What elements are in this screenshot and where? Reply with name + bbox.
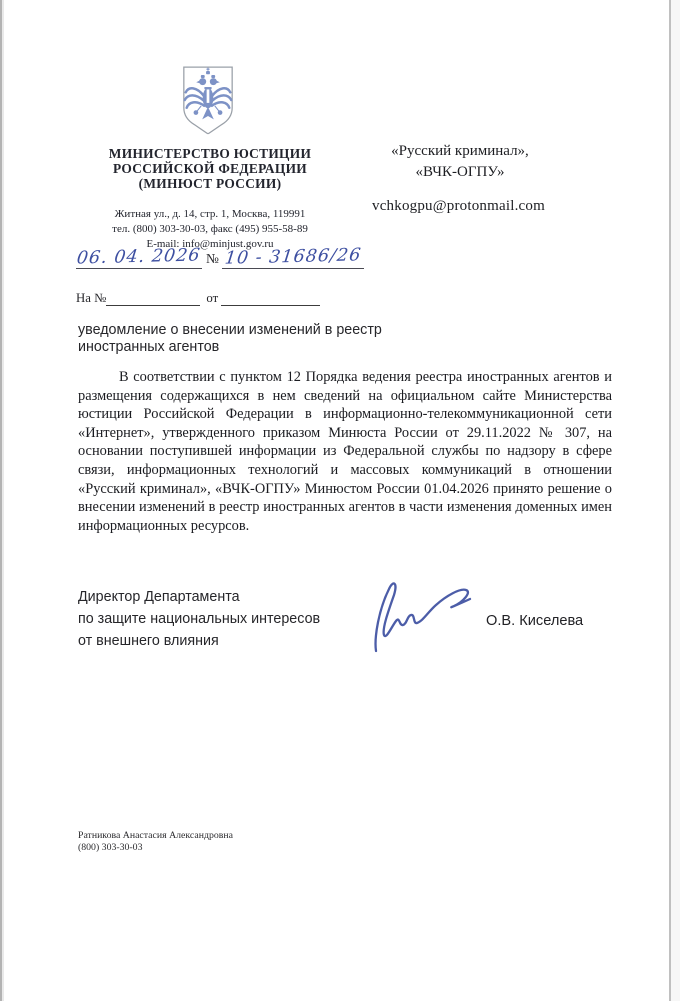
- address-line: E-mail: info@minjust.gov.ru: [146, 237, 274, 250]
- reply-date-blank: [221, 291, 320, 306]
- ministry-name-line: МИНИСТЕРСТВО ЮСТИЦИИ: [108, 146, 312, 161]
- executor-contact: [78, 830, 233, 853]
- ministry-name: [40, 146, 380, 191]
- signer-title-line: по защите национальных интересов: [78, 611, 321, 627]
- recipient-line: «ВЧК-ОГПУ»: [415, 164, 505, 180]
- reply-number-blank: [106, 291, 200, 306]
- signer-title: [78, 586, 320, 652]
- photo-edge-right: [669, 0, 671, 1001]
- recipient-email: vchkogpu@protonmail.com: [372, 198, 545, 214]
- number-sign: №: [206, 251, 219, 266]
- signer-title-line: Директор Департамента: [78, 589, 240, 605]
- signer-name: О.В. Киселева: [486, 613, 584, 629]
- number-field: [222, 247, 364, 269]
- ministry-address: [40, 207, 380, 251]
- address-line: Житная ул., д. 14, стр. 1, Москва, 119991: [114, 208, 306, 220]
- reference-row: [76, 247, 386, 285]
- subject-line: уведомление о внесении изменений в реестр иностранных агентов: [78, 322, 382, 355]
- handwritten-date: 06. 04. 2026: [75, 245, 203, 269]
- recipient-line: «Русский криминал»,: [391, 143, 529, 159]
- reply-reference-row: [76, 291, 320, 306]
- address-line: тел. (800) 303-30-03, факс (495) 955-58-89: [112, 222, 308, 235]
- ministry-name-line: (МИНЮСТ РОССИИ): [138, 176, 282, 191]
- signer-title-line: от внешнего влияния: [78, 633, 219, 649]
- signature-icon: [366, 575, 484, 659]
- executor-phone: (800) 303-30-03: [78, 841, 143, 853]
- photo-edge-left-light: [2, 0, 4, 1001]
- body-paragraph: В соответствии с пунктом 12 Порядка ведения реестра иностранных агентов и размещения содержащихся в нем сведений на официальном сайте Министерства юстиции Российской Федерации в информационно-телекоммуникационной сети «Интернет», утвержденного приказом Минюста России от 29.11.2022 № 307, на основании поступившей информации из Федеральной службы по надзору в сфере связи, информационных технологий и массовых коммуникаций в отношении «Русский криминал», «ВЧК-ОГПУ» Минюстом России 01.04.2026 принято решение о внесении изменений в реестр иностранных агентов в части изменения доменных имен информационных ресурсов.: [78, 369, 612, 534]
- date-field: [76, 247, 202, 269]
- reply-from-label: от: [206, 291, 219, 305]
- photo-edge-right-strip: [671, 0, 680, 1001]
- coat-of-arms-icon: [179, 63, 237, 137]
- handwritten-number: 10 - 31686/26: [223, 245, 363, 269]
- recipient-block: [374, 141, 546, 183]
- executor-name: Ратникова Анастасия Александровна: [78, 830, 233, 841]
- ministry-name-line: РОССИЙСКОЙ ФЕДЕРАЦИИ: [112, 161, 308, 176]
- reply-prefix-label: На №: [76, 291, 107, 305]
